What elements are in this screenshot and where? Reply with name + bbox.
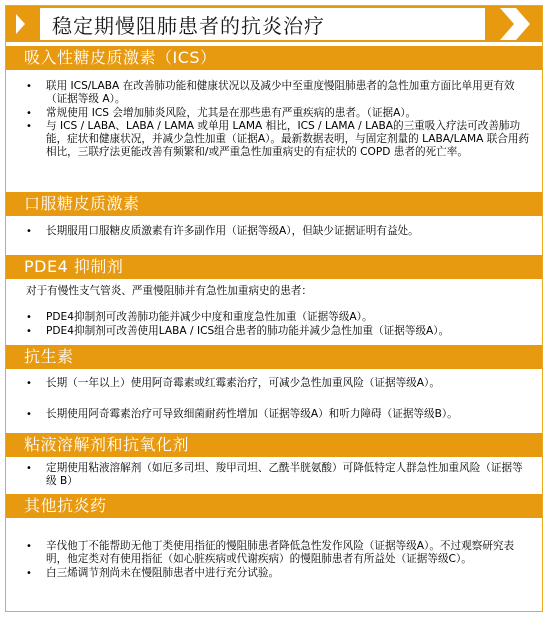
title-bar [6, 6, 542, 42]
section-heading-pde4: PDE4 抑制剂 [6, 255, 542, 279]
page-title: 稳定期慢阻肺患者的抗炎治疗 [40, 8, 485, 40]
list-item: • 联用 ICS/LABA 在改善肺功能和健康状况以及减少中至重度慢阻肺患者的急性加重方面比单用更有效（证据等级 A）。 [26, 80, 532, 107]
section-heading-antibiotics: 抗生素 [6, 345, 542, 369]
chevron-right-icon [496, 8, 532, 40]
list-item: • 长期服用口服糖皮质激素有许多副作用（证据等级A），但缺少证据证明有益处。 [26, 225, 532, 238]
play-triangle-icon [16, 14, 25, 34]
list-item: • 辛伐他丁不能帮助无他丁类使用指征的慢阻肺患者降低急性发作风险（证据等级A）。不过观察研究表明，他定类对有使用指征（如心脏疾病或代谢疾病）的慢阻肺患者有所益处（证据等级C）。 [26, 540, 532, 567]
section-body-antibiotics [6, 377, 542, 422]
list-item: • 与 ICS / LABA、LABA / LAMA 或单用 LAMA 相比，ICS / LAMA / LABA的三重吸入疗法可改善肺功能，症状和健康状况，并减少急性加重（证据A）。最新数据表明，与固定剂量的 LABA/LAMA 联合用药相比，三联疗法更能改善有频繁和/或严重急性加重病史的有症状的 COPD 患者的死亡率。 [26, 120, 532, 160]
list-item: • 白三烯调节剂尚未在慢阻肺患者中进行充分试验。 [26, 567, 532, 580]
section-heading-mucolytics: 粘液溶解剂和抗氧化剂 [6, 433, 542, 457]
list-item: • PDE4抑制剂可改善使用LABA / ICS组合患者的肺功能并减少急性加重（证据等级A）。 [26, 325, 532, 338]
list-item: • 长期（一年以上）使用阿奇霉素或红霉素治疗，可减少急性加重风险（证据等级A）。 [26, 377, 532, 390]
section-heading-other: 其他抗炎药 [6, 494, 542, 518]
list-item: • 定期使用粘液溶解剂（如厄多司坦、羧甲司坦、乙酰半胱氨酸）可降低特定人群急性加重风险（证据等级 B） [26, 462, 532, 489]
section-heading-ics: 吸入性糖皮质激素（ICS） [6, 46, 542, 70]
list-item: • 长期使用阿奇霉素治疗可导致细菌耐药性增加（证据等级A）和听力障碍（证据等级B）。 [26, 408, 532, 421]
section-body-pde4 [6, 285, 542, 338]
section-heading-oral-steroids: 口服糖皮质激素 [6, 192, 542, 216]
section-body-other [6, 540, 542, 580]
summary-card [5, 5, 543, 612]
section-body-mucolytics [6, 462, 542, 489]
section-body-oral-steroids [6, 225, 542, 238]
section-body-ics [6, 80, 542, 160]
list-item: • PDE4抑制剂可改善肺功能并减少中度和重度急性加重（证据等级A）。 [26, 311, 532, 324]
list-item: • 常规使用 ICS 会增加肺炎风险，尤其是在那些患有严重疾病的患者。（证据A）。 [26, 107, 532, 120]
section-intro: 对于有慢性支气管炎、严重慢阻肺并有急性加重病史的患者： [26, 285, 313, 297]
